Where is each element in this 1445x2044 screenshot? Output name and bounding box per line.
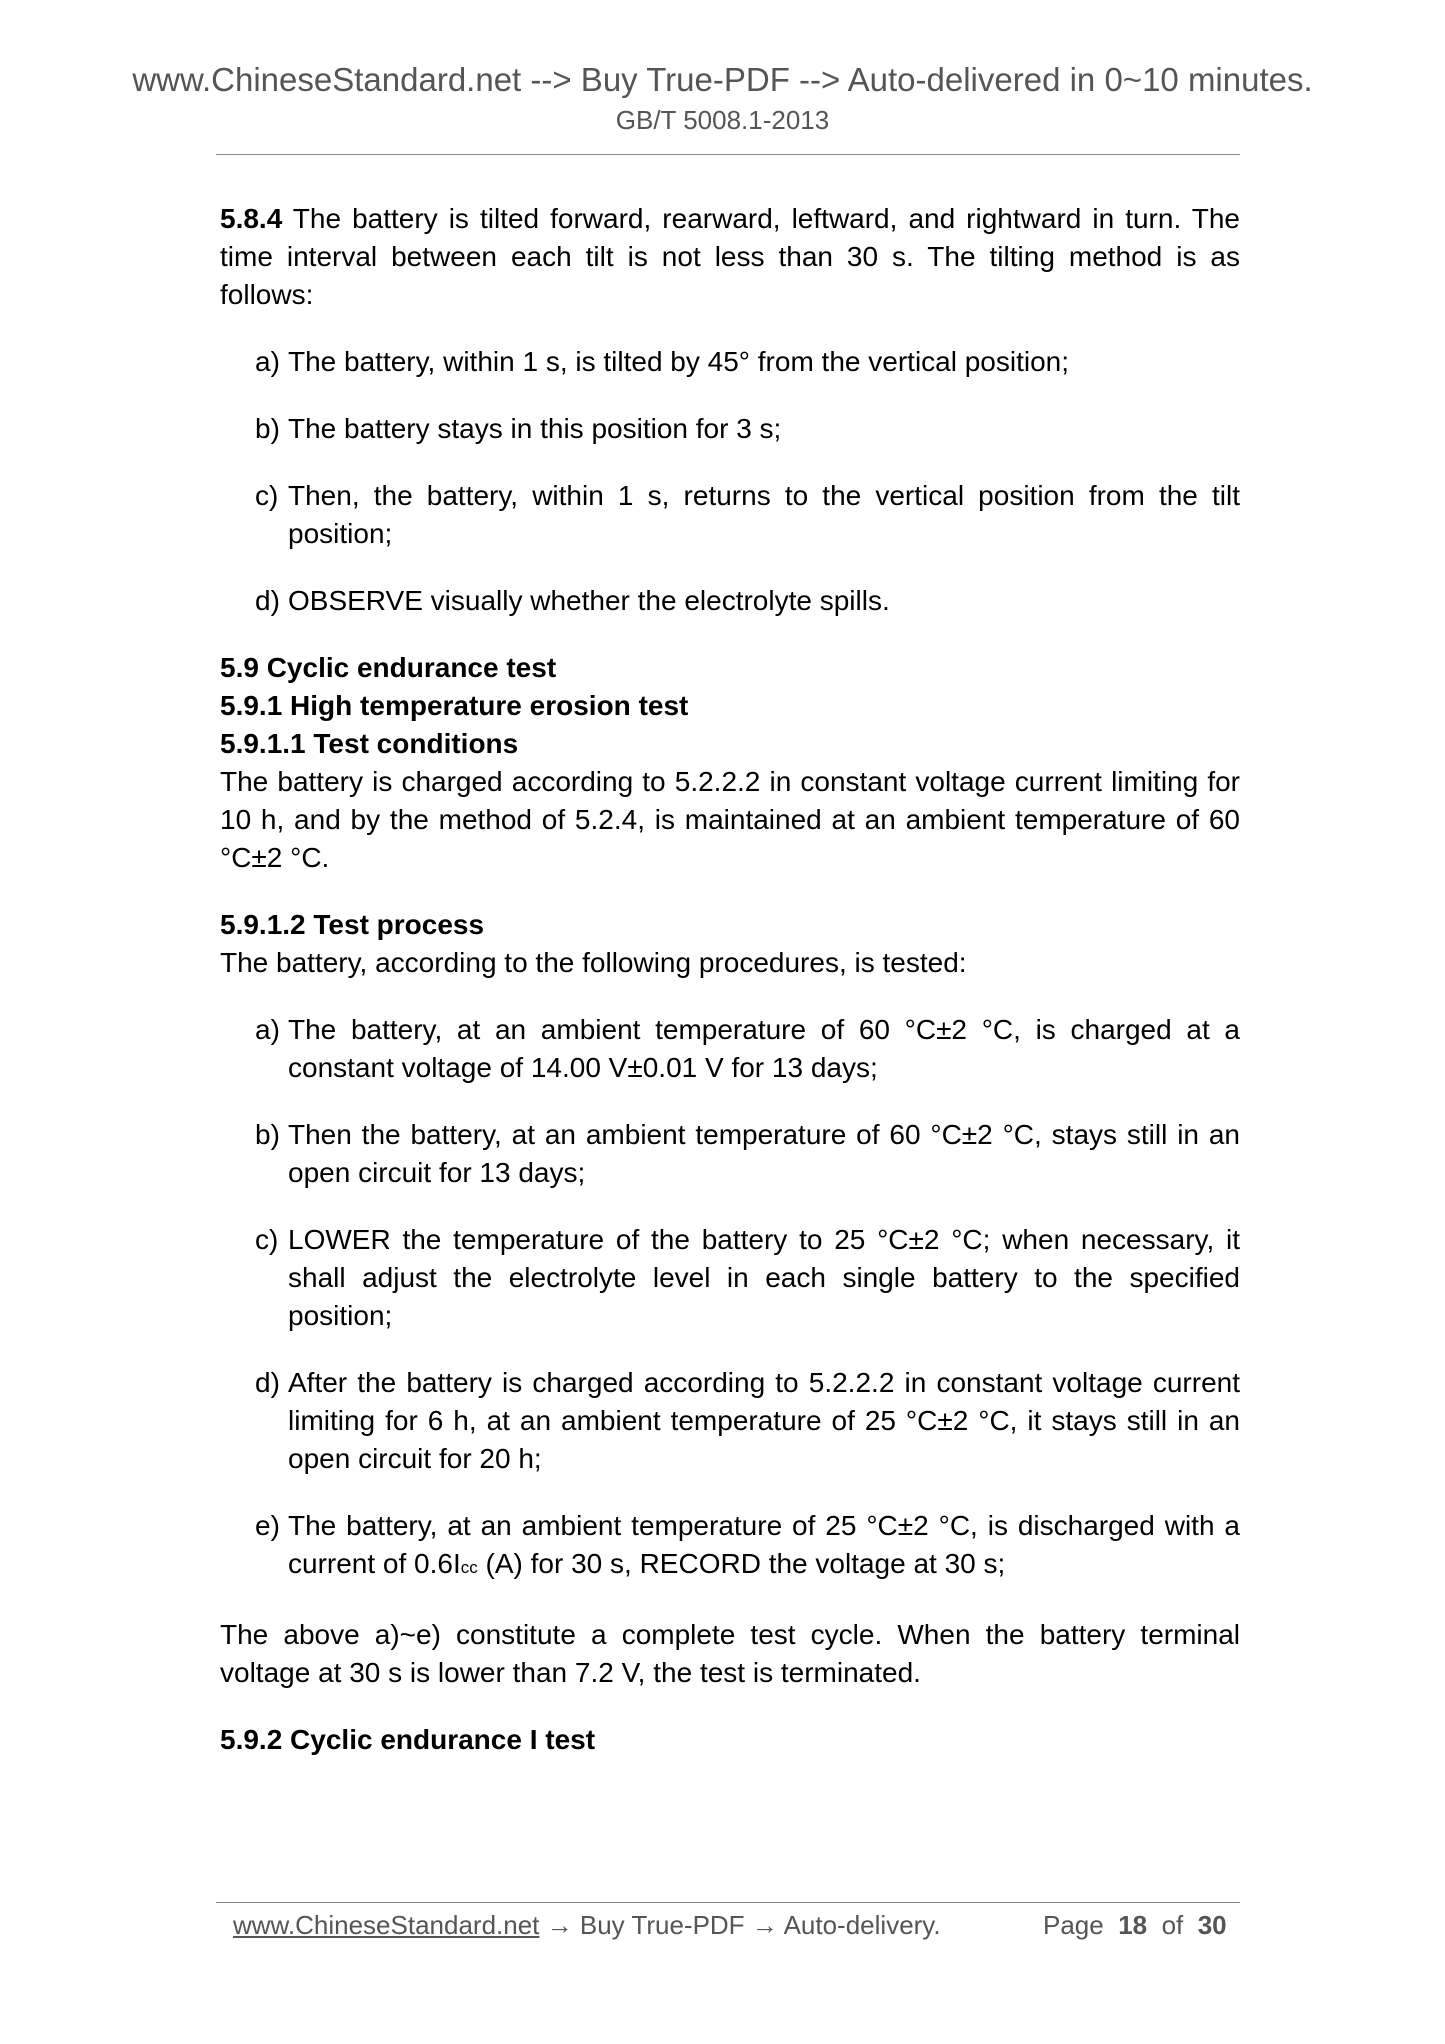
page-content — [220, 200, 1240, 1759]
list-item-text: OBSERVE visually whether the electrolyte spills. — [288, 585, 890, 616]
standard-number: GB/T 5008.1-2013 — [615, 105, 830, 135]
page-indicator — [1043, 1908, 1227, 1942]
test-conditions-paragraph: The battery is charged according to 5.2.2.2 in constant voltage current limiting for 10 h, and by the method of 5.2.4, is maintained at an ambient temperature of 60 °C±2 °C. — [220, 766, 1240, 873]
list-item — [220, 1364, 1240, 1478]
header-banner: www.ChineseStandard.net --> Buy True-PDF --> Auto-delivered in 0~10 minutes. — [132, 61, 1313, 98]
section-heading-5-9-1: 5.9.1 High temperature erosion test — [220, 690, 689, 721]
footer-text: → Buy True-PDF → Auto-delivery. — [539, 1910, 941, 1940]
list-item-label: b) — [255, 1119, 280, 1150]
list-item-text: The battery, at an ambient temperature of 25 °C±2 °C, is discharged with a current of 0.6I — [288, 1510, 1240, 1579]
section-heading-5-9-1-1: 5.9.1.1 Test conditions — [220, 728, 519, 759]
list-item — [220, 1221, 1240, 1335]
list-item — [220, 1116, 1240, 1192]
list-item — [220, 582, 1240, 620]
current-subscript: cc — [460, 1558, 478, 1577]
list-item-label: c) — [255, 1224, 279, 1255]
section-heading-5-9-2: 5.9.2 Cyclic endurance I test — [220, 1724, 596, 1755]
list-item-label: d) — [255, 585, 280, 616]
list-item-text: The battery, within 1 s, is tilted by 45° from the vertical position; — [288, 346, 1070, 377]
list-item-text: The battery, at an ambient temperature of 60 °C±2 °C, is charged at a constant voltage of 14.00 V±0.01 V for 13 days; — [288, 1014, 1240, 1083]
section-heading-5-9: 5.9 Cyclic endurance test — [220, 652, 557, 683]
list-item-text: After the battery is charged according to 5.2.2.2 in constant voltage current limiting for 6 h, at an ambient temperature of 25 °C±2 °C, it stays still in an open circuit for 20 h; — [288, 1367, 1240, 1474]
total-pages: 30 — [1197, 1910, 1227, 1940]
test-cycle-paragraph: The above a)~e) constitute a complete test cycle. When the battery terminal voltage at 30 s is lower than 7.2 V, the test is terminated. — [220, 1619, 1240, 1688]
section-heading-5-9-1-2: 5.9.1.2 Test process — [220, 909, 485, 940]
footer-website-link[interactable]: www.ChineseStandard.net — [233, 1910, 540, 1940]
page-number: 18 — [1118, 1910, 1148, 1940]
list-item-label: c) — [255, 480, 279, 511]
list-item — [220, 477, 1240, 553]
page-label: Page — [1043, 1910, 1104, 1940]
list-item-text: LOWER the temperature of the battery to 25 °C±2 °C; when necessary, it shall adjust the electrolyte level in each single battery to the specified position; — [288, 1224, 1240, 1331]
footer-divider — [216, 1902, 1240, 1903]
footer-left — [233, 1908, 941, 1942]
clause-text: The battery is tilted forward, rearward, leftward, and rightward in turn. The time interval between each tilt is not less than 30 s. The tilting method is as follows: — [220, 203, 1240, 310]
list-item-label: a) — [255, 1014, 280, 1045]
header-divider — [216, 154, 1240, 155]
list-item-text: The battery stays in this position for 3 s; — [288, 413, 782, 444]
list-item-text: Then the battery, at an ambient temperature of 60 °C±2 °C, stays still in an open circuit for 13 days; — [288, 1119, 1240, 1188]
list-item-text-end: (A) for 30 s, RECORD the voltage at 30 s; — [477, 1548, 1006, 1579]
list-item-label: d) — [255, 1367, 280, 1398]
list-item — [220, 410, 1240, 448]
clause-number: 5.8.4 — [220, 203, 283, 234]
list-item — [220, 1011, 1240, 1087]
list-item — [220, 1507, 1240, 1587]
clause-5-8-4 — [220, 200, 1240, 314]
list-item-label: a) — [255, 346, 280, 377]
list-item-text: Then, the battery, within 1 s, returns to the vertical position from the tilt position; — [288, 480, 1240, 549]
test-process-intro: The battery, according to the following procedures, is tested: — [220, 947, 967, 978]
of-label: of — [1161, 1910, 1184, 1940]
list-item-label: e) — [255, 1510, 280, 1541]
list-item — [220, 343, 1240, 381]
list-item-label: b) — [255, 413, 280, 444]
